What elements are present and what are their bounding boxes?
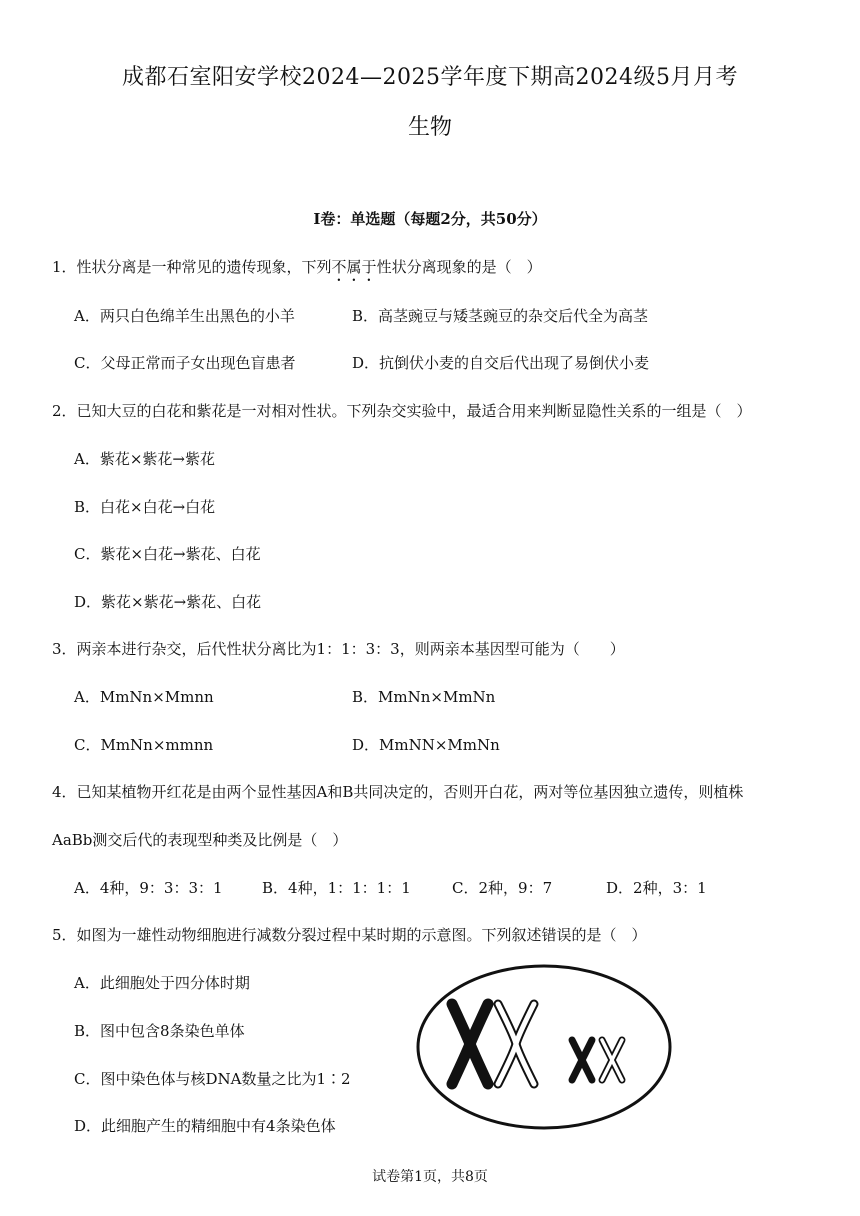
question-5-option-c: C．图中染色体与核DNA数量之比为1∶2 <box>74 1070 351 1088</box>
question-3-option-c: C．MmNn×mmnn <box>74 736 214 754</box>
question-4-option-a: A．4种，9：3：3：1 <box>74 879 223 897</box>
cell-diagram-svg <box>414 962 674 1132</box>
page-footer: 试卷第1页，共8页 <box>372 1169 488 1185</box>
chromosome-small-solid <box>572 1040 592 1080</box>
question-4-option-c: C．2种，9：7 <box>452 879 553 897</box>
question-2-option-d: D．紫花×紫花→紫花、白花 <box>74 593 262 611</box>
subject-title: 生物 <box>407 115 452 140</box>
cell-membrane <box>418 966 670 1128</box>
chromosome-large-outline <box>498 1004 534 1084</box>
question-4-option-d: D．2种，3：1 <box>606 879 707 897</box>
chromosome-large-solid <box>452 1004 488 1084</box>
question-4-stem-line-1: 4．已知某植物开红花是由两个显性基因A和B共同决定的，否则开白花，两对等位基因独立遗传，则植株 <box>52 783 744 801</box>
question-1-option-b: B．高茎豌豆与矮茎豌豆的杂交后代全为高茎 <box>352 307 649 325</box>
question-1-stem-prefix: 1．性状分离是一种常见的遗传现象，下列 <box>52 258 332 276</box>
question-2-stem: 2．已知大豆的白花和紫花是一对相对性状。下列杂交实验中，最适合用来判断显隐性关系的一组是（ ） <box>52 402 752 420</box>
cell-diagram <box>414 962 674 1132</box>
question-5-option-a: A．此细胞处于四分体时期 <box>74 974 250 992</box>
question-2-option-c: C．紫花×白花→紫花、白花 <box>74 545 261 563</box>
question-3-option-d: D．MmNN×MmNn <box>352 736 500 754</box>
question-1-option-a: A．两只白色绵羊生出黑色的小羊 <box>74 307 295 325</box>
question-1-option-c: C．父母正常而子女出现色盲患者 <box>74 354 296 372</box>
page-title: 成都石室阳安学校2024—2025学年度下期高2024级5月月考 <box>122 65 738 90</box>
question-1-option-d: D．抗倒伏小麦的自交后代出现了易倒伏小麦 <box>352 354 650 372</box>
question-5-option-b: B．图中包含8条染色单体 <box>74 1022 245 1040</box>
question-4-stem-line-2: AaBb测交后代的表现型种类及比例是（ ） <box>52 831 348 849</box>
section-heading: Ⅰ卷：单选题（每题2分，共50分） <box>313 210 547 228</box>
question-1-emphasis: 不属于 <box>331 258 377 276</box>
question-5-stem: 5．如图为一雄性动物细胞进行减数分裂过程中某时期的示意图。下列叙述错误的是（ ） <box>52 926 647 944</box>
question-1-stem <box>52 256 542 285</box>
question-3-option-b: B．MmNn×MmNn <box>352 688 496 706</box>
question-3-stem: 3．两亲本进行杂交，后代性状分离比为1：1：3：3，则两亲本基因型可能为（ ） <box>52 640 625 658</box>
question-4-option-b: B．4种，1：1：1：1 <box>262 879 411 897</box>
question-5-option-d: D．此细胞产生的精细胞中有4条染色体 <box>74 1117 336 1135</box>
question-1-stem-suffix: 性状分离现象的是（ ） <box>376 258 542 276</box>
question-2-option-b: B．白花×白花→白花 <box>74 498 216 516</box>
chromosome-small-outline <box>602 1040 622 1080</box>
question-3-option-a: A．MmNn×Mmnn <box>74 688 214 706</box>
question-2-option-a: A．紫花×紫花→紫花 <box>74 450 215 468</box>
